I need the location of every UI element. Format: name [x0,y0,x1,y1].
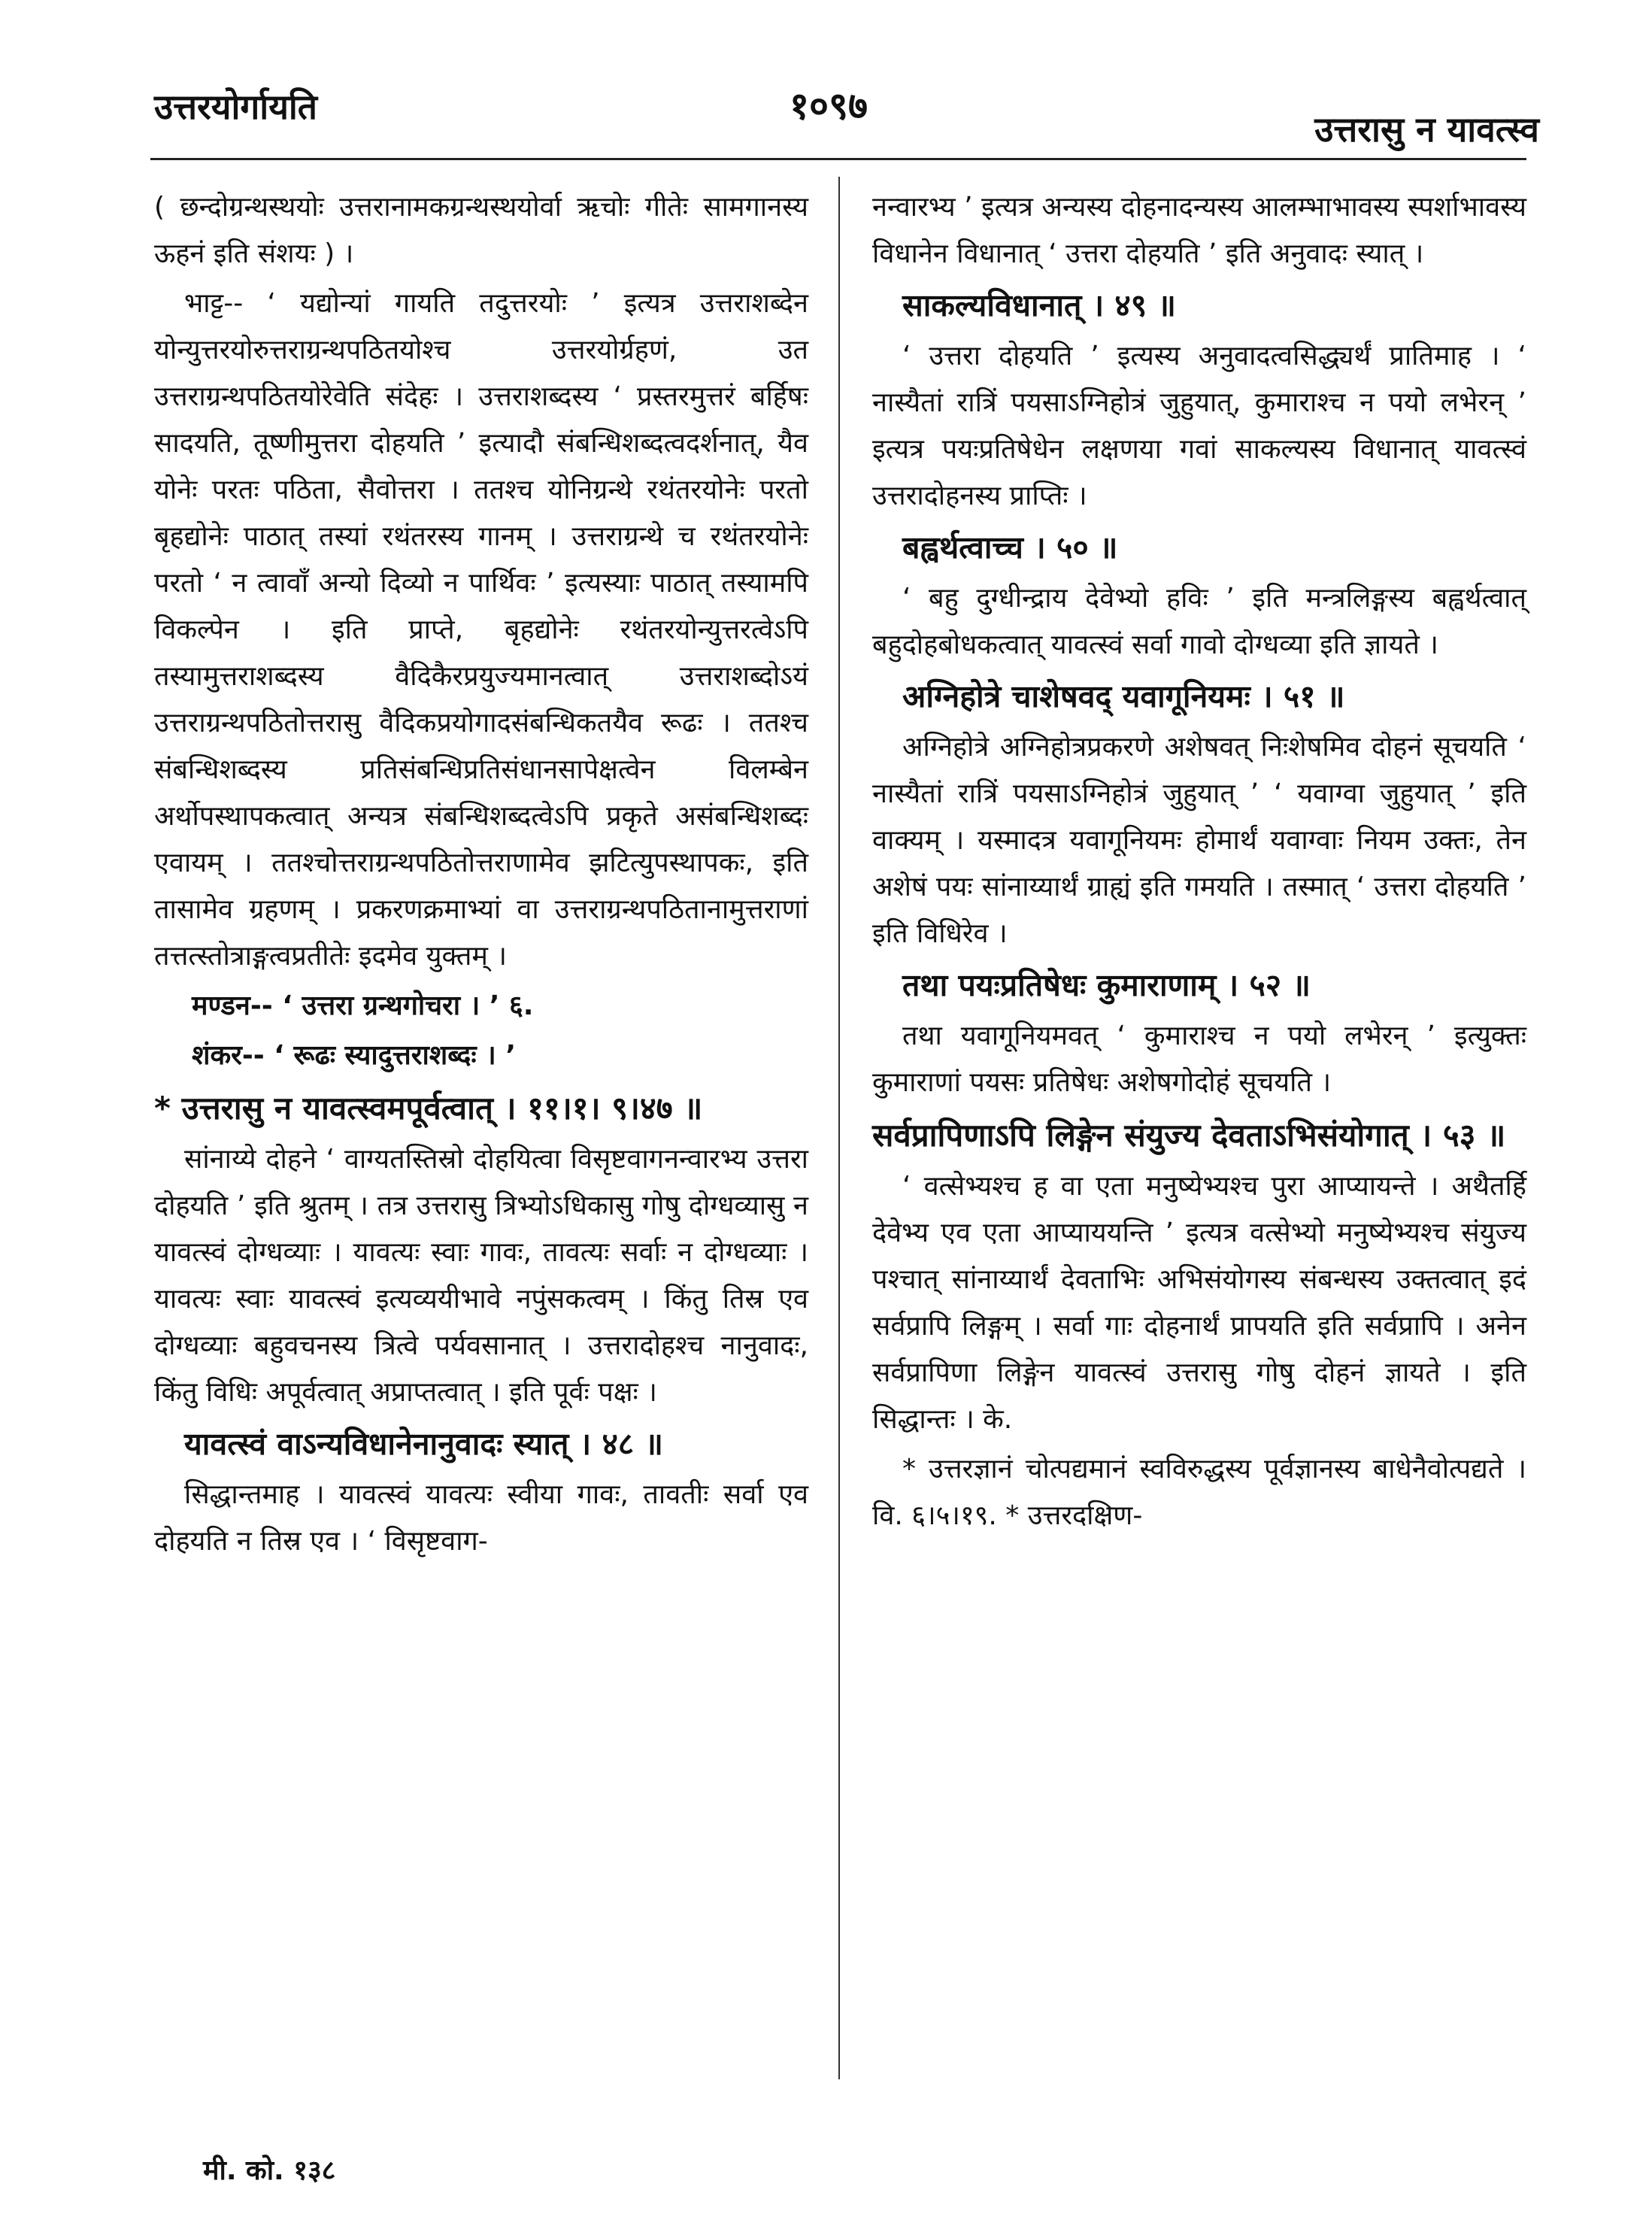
paragraph-note: * उत्तरज्ञानं चोत्पद्यमानं स्वविरुद्धस्य पूर्वज्ञानस्य बाधेनैवोत्पद्यते । वि. ६।५।१९. * उत्तरदक्षिण- [872,1454,1526,1531]
sutra-heading: यावत्स्वं वाऽन्यविधानेनानुवादः स्यात् । ४८ ॥ [184,1426,663,1462]
sutra-heading: बह्वर्थत्वाच्च । ५० ॥ [902,529,1118,566]
running-head-left: उत्तरयोर्गायति [154,86,318,127]
paragraph: सिद्धान्तमाह । यावत्स्वं यावत्यः स्वीया गावः, तावतीः सर्वा एव दोहयति न तिस्र एव । ‘ विसृष्टवाग- [154,1479,808,1557]
sutra-heading: सर्वप्रापिणाऽपि लिङ्गेन संयुज्य देवताऽभिसंयोगात् । ५३ ॥ [872,1117,1506,1154]
header-rule [150,158,1526,160]
paragraph: ‘ उत्तरा दोहयति ’ इत्यस्य अनुवादत्वसिद्ध्यर्थं प्रातिमाह । ‘ नास्यैतां रात्रिं पयसाऽग्निहोत्रं जुहुयात्, कुमाराश्च न पयो लभेरन् ’ इत्यत्र पयःप्रतिषेधेन लक्षणया गवां साकल्यस्य विधानात् यावत्स्वं उत्तरादोहनस्य प्राप्तिः । [872,341,1526,511]
page-footer: मी. को. १३८ [203,2155,336,2186]
page-header [0,0,1652,165]
paragraph: सांनाय्ये दोहने ‘ वाग्यतस्तिस्रो दोहयित्वा विसृष्टवागनन्वारभ्य उत्तरा दोहयति ’ इति श्रुतम् । तत्र उत्तरासु त्रिभ्योऽधिकासु गोषु दोग्धव्यासु न यावत्स्वं दोग्धव्याः । यावत्यः स्वाः गावः, तावत्यः सर्वाः न दोग्धव्याः । यावत्यः स्वाः यावत्स्वं इत्यव्ययीभावे नपुंसकत्वम् । किंतु तिस्र एव दोग्धव्याः बहुवचनस्य त्रित्वे पर्यवसानात् । उत्तरादोहश्च नानुवादः, किंतु विधिः अपूर्वत्वात् अप्राप्तत्वात् । इति पूर्वः पक्षः । [154,1144,808,1408]
right-column [872,184,1526,1542]
left-column [154,184,808,1568]
paragraph: ( छन्दोग्रन्थस्थयोः उत्तरानामकग्रन्थस्थयोर्वा ऋचोः गीतेः सामगानस्य ऊहनं इति संशयः ) । [154,192,808,269]
column-divider [838,177,840,2079]
page-number: १०९७ [790,84,868,128]
paragraph: अग्निहोत्रे अग्निहोत्रप्रकरणे अशेषवत् निःशेषमिव दोहनं सूचयति ‘ नास्यैतां रात्रिं पयसाऽग्निहोत्रं जुहुयात् ’ ‘ यवाग्वा जुहुयात् ’ इति वाक्यम् । यस्मादत्र यवागूनियमः होमार्थं यवाग्वाः नियम उक्तः, तेन अशेषं पयः सांनाय्यार्थं ग्राह्यं इति गमयति । तस्मात् ‘ उत्तरा दोहयति ’ इति विधिरेव । [872,732,1526,949]
paragraph: ‘ बहु दुग्धीन्द्राय देवेभ्यो हविः ’ इति मन्त्रलिङ्गस्य बह्वर्थत्वात् बहुदोहबोधकत्वात् यावत्स्वं सर्वा गावो दोग्धव्या इति ज्ञायते । [872,583,1526,660]
sutra-heading: * उत्तरासु न यावत्स्वमपूर्वत्वात् । ११।१। ९।४७ ॥ [154,1090,703,1127]
paragraph: नन्वारभ्य ’ इत्यत्र अन्यस्य दोहनादन्यस्य आलम्भाभावस्य स्पर्शाभावस्य विधानेन विधानात् ‘ उत्तरा दोहयति ’ इति अनुवादः स्यात् । [872,192,1526,269]
running-head-right: उत्तरासु न यावत्स्व [1314,109,1539,150]
sutra-heading: साकल्यविधानात् । ४९ ॥ [902,287,1176,323]
paragraph: तथा यवागूनियमवत् ‘ कुमाराश्च न पयो लभेरन् ’ इत्युक्तः कुमाराणां पयसः प्रतिषेधः अशेषगोदोहं सूचयति । [872,1020,1526,1098]
paragraph-bhatta: भाट्ट-- ‘ यद्योन्यां गायति तदुत्तरयोः ’ इत्यत्र उत्तराशब्देन योन्युत्तरयोरुत्तराग्रन्थपठितयोश्च उत्तरयोर्ग्रहणं, उत उत्तराग्रन्थपठितयोरेवेति संदेहः । उत्तराशब्दस्य ‘ प्रस्तरमुत्तरं बर्हिषः सादयति, तूष्णीमुत्तरा दोहयति ’ इत्यादौ संबन्धिशब्दत्वदर्शनात्, यैव योनेः परतः पठिता, सैवोत्तरा । ततश्च योनिग्रन्थे रथंतरयोनेः परतो बृहद्योनेः पाठात् तस्यां रथंतरस्य गानम् । उत्तराग्रन्थे च रथंतरयोनेः परतो ‘ न त्वावाँ अन्यो दिव्यो न पार्थिवः ’ इत्यस्याः पाठात् तस्यामपि विकल्पेन । इति प्राप्ते, बृहद्योनेः रथंतरयोन्युत्तरत्वेऽपि तस्यामुत्तराशब्दस्य वैदिकैरप्रयुज्यमानत्वात् उत्तराशब्दोऽयं उत्तराग्रन्थपठितोत्तरासु वैदिकप्रयोगादसंबन्धिकतयैव रूढः । ततश्च संबन्धिशब्दस्य प्रतिसंबन्धिप्रतिसंधानसापेक्षत्वेन विलम्बेन अर्थोपस्थापकत्वात् अन्यत्र संबन्धिशब्दत्वेऽपि प्रकृते असंबन्धिशब्दः एवायम् । ततश्चोत्तराग्रन्थपठितोत्तराणामेव झटित्युपस्थापकः, इति तासामेव ग्रहणम् । प्रकरणक्रमाभ्यां वा उत्तराग्रन्थपठितानामुत्तराणां तत्तत्स्तोत्राङ्गत्वप्रतीतेः इदमेव युक्तम् । [154,288,808,972]
sutra-heading: अग्निहोत्रे चाशेषवद् यवागूनियमः । ५१ ॥ [902,678,1345,714]
mandana-label: मण्डन-- ‘ उत्तरा ग्रन्थगोचरा । ’ ६. [192,990,534,1021]
paragraph: ‘ वत्सेभ्यश्च ह वा एता मनुष्येभ्यश्च पुरा आप्यायन्ते । अथैतर्हि देवेभ्य एव एता आप्याययन्ति ’ इत्यत्र वत्सेभ्यो मनुष्येभ्यश्च संयुज्य पश्चात् सांनाय्यार्थं देवताभिः अभिसंयोगस्य संबन्धस्य उक्तत्वात् इदं सर्वप्रापि लिङ्गम् । सर्वा गाः दोहनार्थं प्रापयति इति सर्वप्रापि । अनेन सर्वप्रापिणा लिङ्गेन यावत्स्वं उत्तरासु गोषु दोहनं ज्ञायते । इति सिद्धान्तः । के. [872,1171,1526,1435]
sutra-heading: तथा पयःप्रतिषेधः कुमाराणाम् । ५२ ॥ [902,967,1311,1003]
shankara-label: शंकर-- ‘ रूढः स्यादुत्तराशब्दः । ’ [192,1040,517,1071]
